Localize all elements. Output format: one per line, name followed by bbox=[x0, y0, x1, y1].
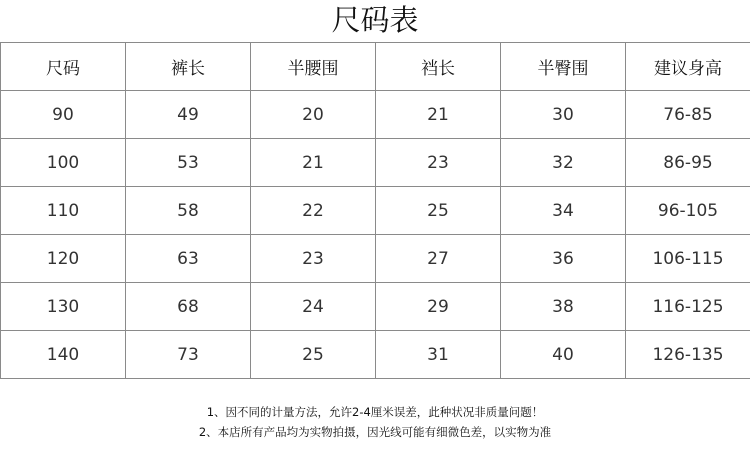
table-cell: 68 bbox=[126, 283, 251, 331]
table-cell: 34 bbox=[501, 187, 626, 235]
table-cell: 76-85 bbox=[626, 91, 750, 139]
table-cell: 116-125 bbox=[626, 283, 750, 331]
table-row bbox=[1, 187, 750, 235]
column-header-crotch-length: 裆长 bbox=[376, 43, 501, 91]
column-header-suggested-height: 建议身高 bbox=[626, 43, 750, 91]
table-cell: 21 bbox=[376, 91, 501, 139]
column-header-half-hip: 半臀围 bbox=[501, 43, 626, 91]
table-cell: 100 bbox=[1, 139, 126, 187]
table-row bbox=[1, 91, 750, 139]
table-cell: 22 bbox=[251, 187, 376, 235]
column-header-half-waist: 半腰围 bbox=[251, 43, 376, 91]
table-cell: 40 bbox=[501, 331, 626, 379]
table-cell: 23 bbox=[251, 235, 376, 283]
table-cell: 106-115 bbox=[626, 235, 750, 283]
table-cell: 110 bbox=[1, 187, 126, 235]
table-cell: 130 bbox=[1, 283, 126, 331]
table-cell: 29 bbox=[376, 283, 501, 331]
table-cell: 30 bbox=[501, 91, 626, 139]
table-cell: 73 bbox=[126, 331, 251, 379]
table-cell: 126-135 bbox=[626, 331, 750, 379]
table-cell: 20 bbox=[251, 91, 376, 139]
table-cell: 86-95 bbox=[626, 139, 750, 187]
table-cell: 63 bbox=[126, 235, 251, 283]
table-row bbox=[1, 331, 750, 379]
table-cell: 21 bbox=[251, 139, 376, 187]
note-measurement-tolerance: 1、因不同的计量方法，允许2-4厘米误差，此种状况非质量问题！ bbox=[206, 405, 544, 419]
table-cell: 96-105 bbox=[626, 187, 750, 235]
column-header-pants-length: 裤长 bbox=[126, 43, 251, 91]
table-row bbox=[1, 139, 750, 187]
table-cell: 36 bbox=[501, 235, 626, 283]
note-color-disclaimer: 2、本店所有产品均为实物拍摄，因光线可能有细微色差，以实物为准 bbox=[198, 425, 552, 439]
page-title: 尺码表 bbox=[331, 3, 419, 37]
table-cell: 90 bbox=[1, 91, 126, 139]
table-header-row bbox=[1, 43, 750, 91]
table-cell: 32 bbox=[501, 139, 626, 187]
column-header-size: 尺码 bbox=[1, 43, 126, 91]
notes-section bbox=[0, 402, 750, 442]
table-row bbox=[1, 283, 750, 331]
table-cell: 31 bbox=[376, 331, 501, 379]
table-cell: 140 bbox=[1, 331, 126, 379]
table-cell: 53 bbox=[126, 139, 251, 187]
table-cell: 58 bbox=[126, 187, 251, 235]
table-cell: 23 bbox=[376, 139, 501, 187]
table-cell: 120 bbox=[1, 235, 126, 283]
table-cell: 24 bbox=[251, 283, 376, 331]
table-cell: 25 bbox=[251, 331, 376, 379]
table-cell: 27 bbox=[376, 235, 501, 283]
size-chart-table bbox=[0, 42, 750, 379]
table-cell: 25 bbox=[376, 187, 501, 235]
table-cell: 38 bbox=[501, 283, 626, 331]
table-row bbox=[1, 235, 750, 283]
table-cell: 49 bbox=[126, 91, 251, 139]
